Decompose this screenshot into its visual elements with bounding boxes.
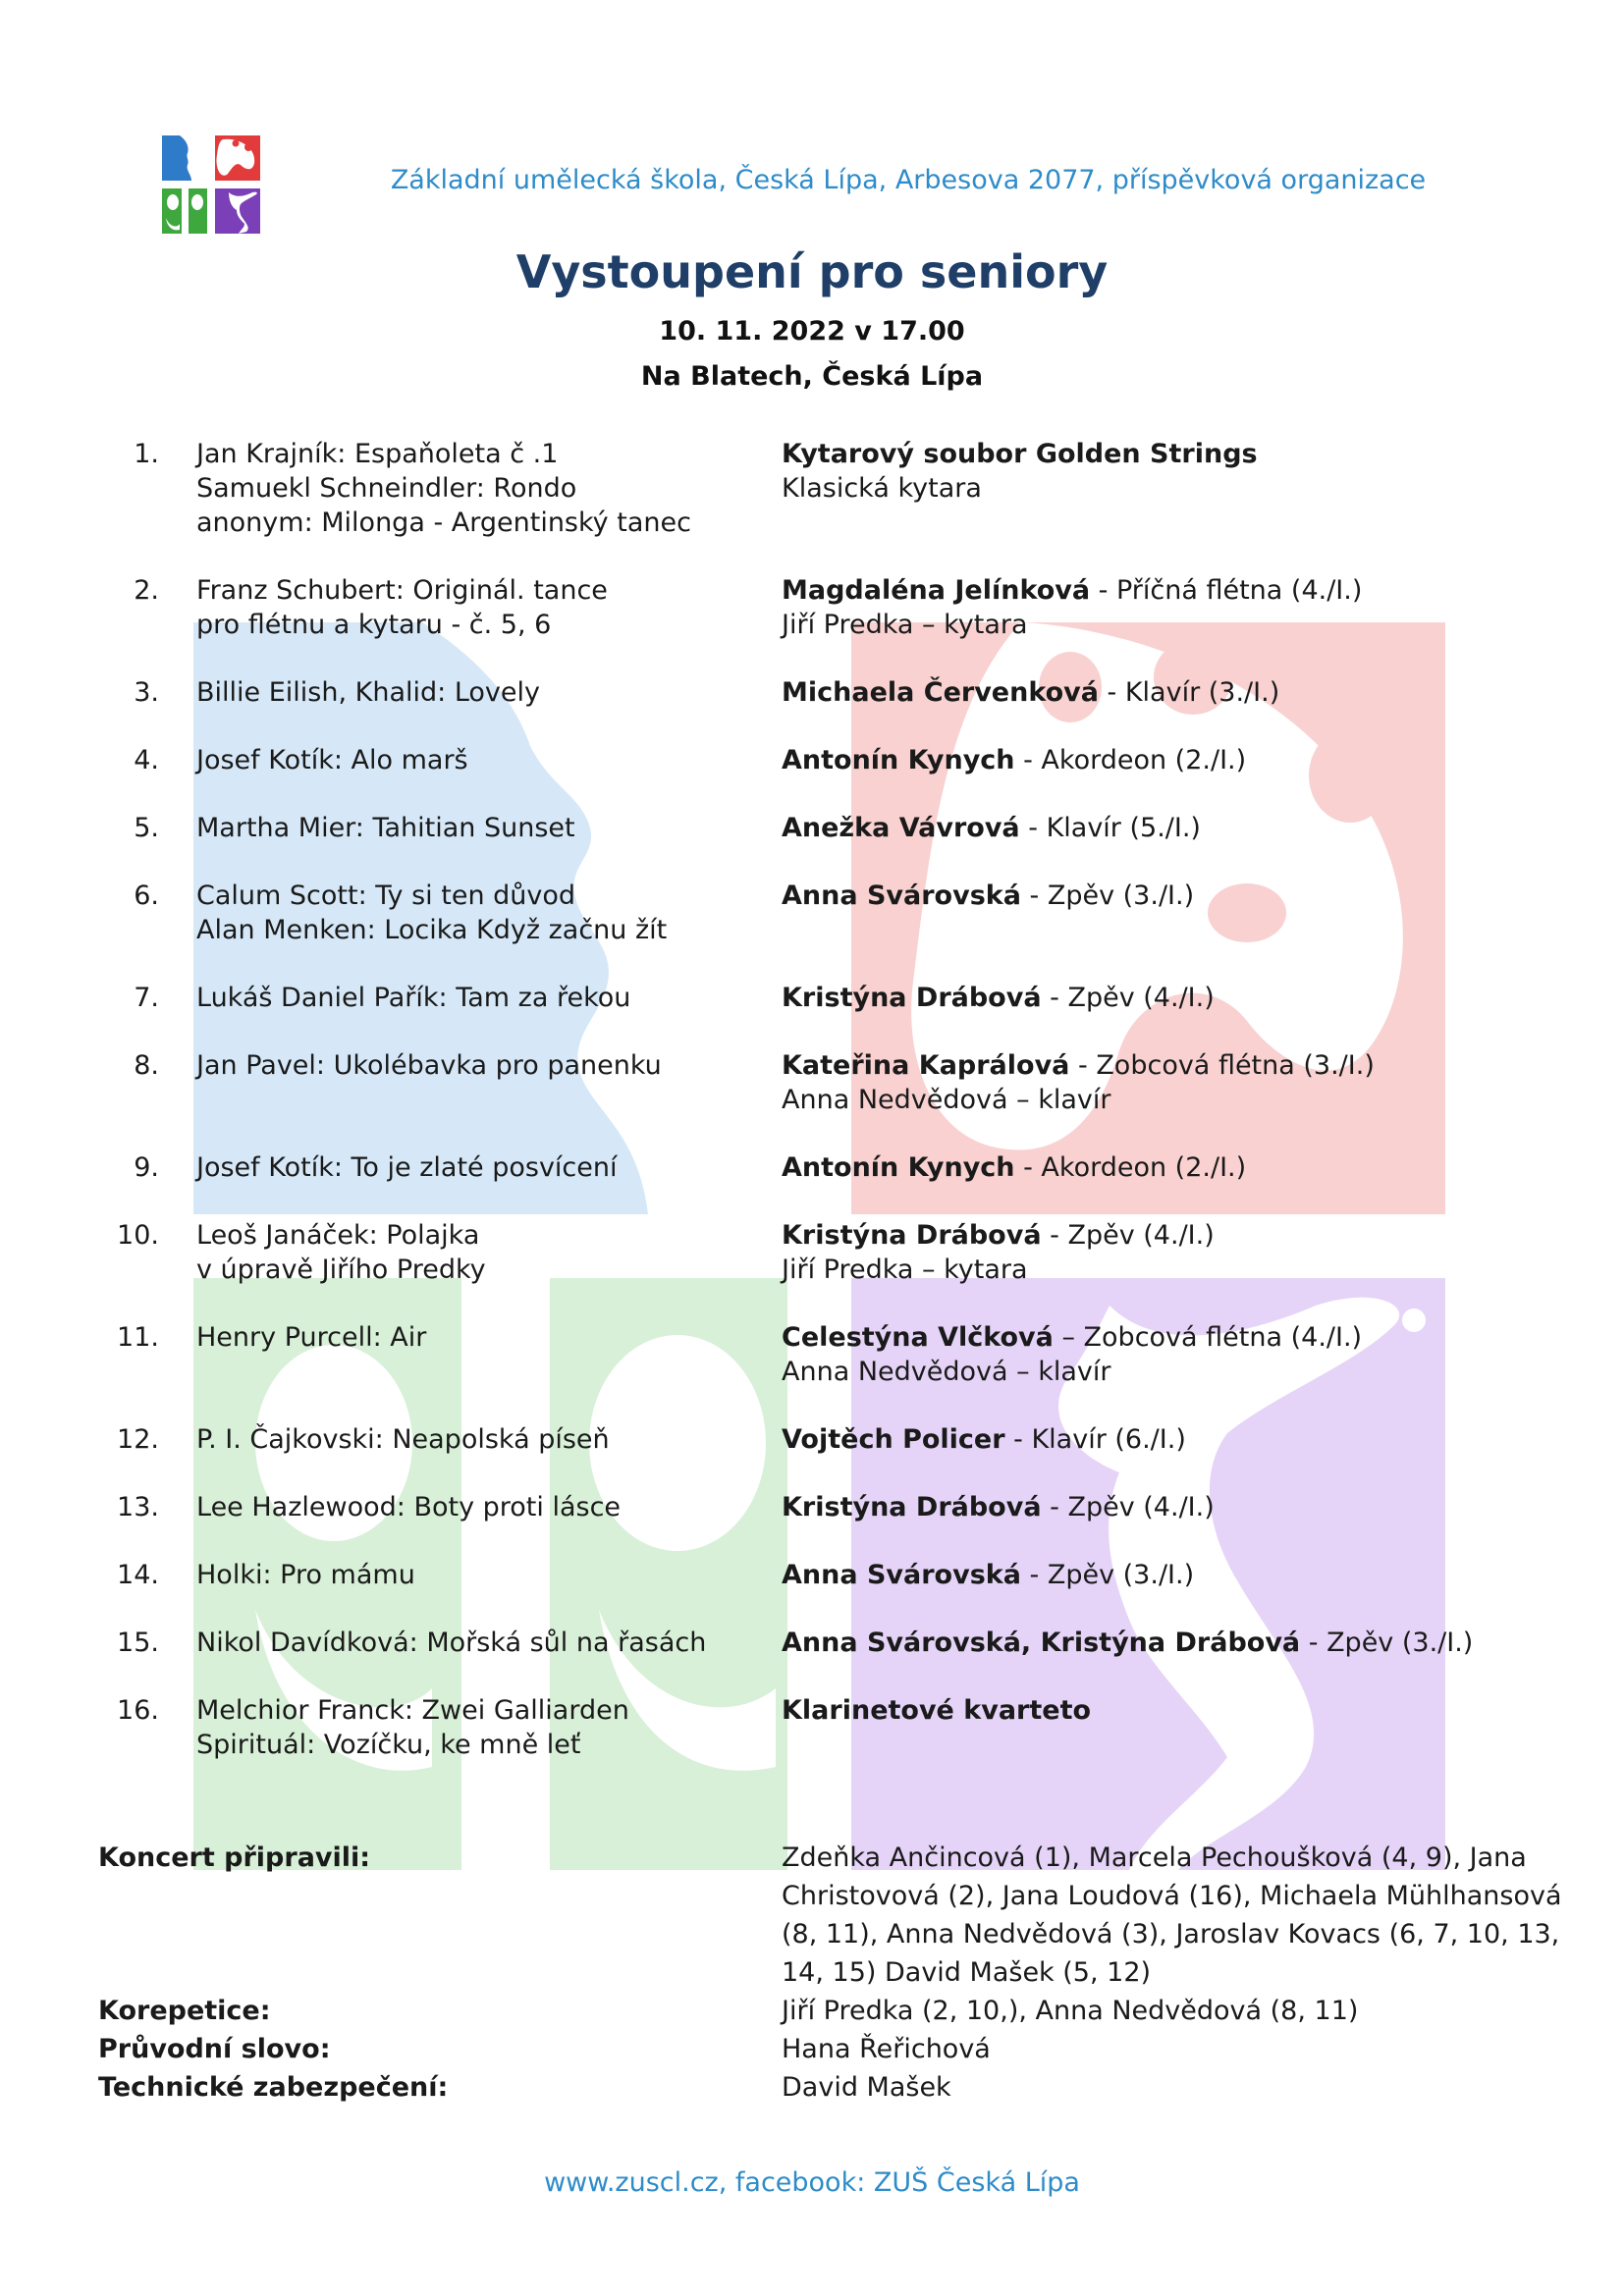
organization-name: Základní umělecká škola, Česká Lípa, Arbesova 2077, příspěvková organizace: [390, 165, 1427, 195]
program-item: [98, 1558, 1492, 1592]
program-item-pieces: [196, 573, 782, 642]
piece-title: Samuekl Schneindler: Rondo: [196, 473, 577, 504]
piece-title: Calum Scott: Ty si ten důvod: [196, 881, 576, 911]
piece-title: Leoš Janáček: Polajka: [196, 1220, 480, 1251]
performer-name: Michaela Červenková: [782, 677, 1099, 708]
credit-value: [782, 2030, 1591, 2068]
program-item: [98, 437, 1492, 540]
program-item-number: 7.: [134, 983, 159, 1013]
performer-line: [782, 675, 1492, 710]
program-item-performers: [782, 981, 1492, 1015]
performer-line: [782, 437, 1492, 471]
performer-line: [782, 471, 1492, 506]
performer-detail: - Zpěv (4./I.): [1041, 983, 1215, 1013]
credit-value: [782, 2068, 1591, 2107]
performer-name: Anna Svárovská: [782, 1560, 1021, 1590]
program-item: [98, 1626, 1492, 1660]
program-item-pieces: [196, 981, 782, 1015]
piece-title: Holki: Pro mámu: [196, 1560, 415, 1590]
performer-detail: - Zpěv (3./I.): [1020, 1560, 1195, 1590]
performer-detail: - Akordeon (2./I.): [1014, 745, 1247, 775]
program-item-pieces: [196, 1490, 782, 1524]
performer-detail: - Zobcová flétna (3./I.): [1069, 1050, 1375, 1081]
program-item-performers: [782, 1422, 1492, 1457]
performer-detail: - Zpěv (4./I.): [1041, 1220, 1215, 1251]
piece-title: pro flétnu a kytaru - č. 5, 6: [196, 610, 552, 640]
program-item-pieces: [196, 1320, 782, 1389]
program-item-pieces: [196, 1218, 782, 1287]
credit-value: [782, 1992, 1591, 2030]
performer-detail: - Akordeon (2./I.): [1014, 1152, 1247, 1183]
credit-value-line: David Mašek: [782, 2072, 951, 2103]
piece-title: Lee Hazlewood: Boty proti lásce: [196, 1492, 622, 1522]
program-item-pieces: [196, 1048, 782, 1117]
program-item-number: 10.: [117, 1220, 159, 1251]
performer-detail: Jiří Predka – kytara: [782, 1255, 1028, 1285]
performer-line: [782, 811, 1492, 845]
program-item-pieces: [196, 811, 782, 845]
program-item-pieces: [196, 879, 782, 947]
program-item-performers: [782, 1490, 1492, 1524]
program-item-performers: [782, 879, 1492, 947]
performer-name: Klarinetové kvarteto: [782, 1695, 1092, 1726]
piece-title: Franz Schubert: Originál. tance: [196, 575, 608, 606]
program-item-pieces: [196, 437, 782, 540]
performer-name: Anna Svárovská, Kristýna Drábová: [782, 1628, 1301, 1658]
credit-row: [98, 2030, 1591, 2068]
program-item: [98, 981, 1492, 1015]
credit-label: Technické zabezpečení:: [98, 2072, 449, 2103]
piece-title: Spirituál: Vozíčku, ke mně leť: [196, 1730, 581, 1760]
credit-row: [98, 1839, 1591, 1992]
program-item-performers: [782, 743, 1492, 777]
performer-line: [782, 1693, 1492, 1728]
piece-title: Jan Krajník: Espaňoleta č .1: [196, 439, 559, 469]
piece-title: Billie Eilish, Khalid: Lovely: [196, 677, 540, 708]
piece-title: Josef Kotík: To je zlaté posvícení: [196, 1152, 618, 1183]
performer-line: [782, 879, 1492, 913]
program-item-number: 8.: [134, 1050, 159, 1081]
performer-line: [782, 1558, 1492, 1592]
program-item: [98, 1490, 1492, 1524]
performer-line: [782, 1218, 1492, 1253]
piece-title: Josef Kotík: Alo marš: [196, 745, 468, 775]
credit-label: Průvodní slovo:: [98, 2034, 331, 2064]
program-item-performers: [782, 1558, 1492, 1592]
program-item-number: 13.: [117, 1492, 159, 1522]
performer-detail: – Zobcová flétna (4./I.): [1053, 1322, 1363, 1353]
performer-line: [782, 1320, 1492, 1355]
program-item-performers: [782, 675, 1492, 710]
credit-value-line: Christovová (2), Jana Loudová (16), Michaela Mühlhansová: [782, 1881, 1562, 1911]
program-item-number: 11.: [117, 1322, 159, 1353]
program-item-pieces: [196, 1693, 782, 1762]
program-item-pieces: [196, 1558, 782, 1592]
performer-name: Kristýna Drábová: [782, 983, 1042, 1013]
performer-name: Vojtěch Policer: [782, 1424, 1005, 1455]
program-item-number: 16.: [117, 1695, 159, 1726]
performer-detail: Klasická kytara: [782, 473, 982, 504]
credit-row: [98, 2068, 1591, 2107]
performer-detail: Anna Nedvědová – klavír: [782, 1357, 1111, 1387]
program-item: [98, 573, 1492, 642]
performer-name: Kateřina Kaprálová: [782, 1050, 1070, 1081]
credit-value-line: 14, 15) David Mašek (5, 12): [782, 1957, 1152, 1988]
performer-line: [782, 1253, 1492, 1287]
credit-value: [782, 1839, 1591, 1992]
program-item: [98, 1320, 1492, 1389]
piece-title: Lukáš Daniel Pařík: Tam za řekou: [196, 983, 631, 1013]
performer-line: [782, 1083, 1492, 1117]
credit-row: [98, 1992, 1591, 2030]
performer-line: [782, 1355, 1492, 1389]
program-item: [98, 1693, 1492, 1762]
program-item: [98, 1150, 1492, 1185]
performer-detail: - Zpěv (3./I.): [1020, 881, 1195, 911]
piece-title: P. I. Čajkovski: Neapolská píseň: [196, 1424, 610, 1455]
performer-line: [782, 573, 1492, 608]
piece-title: Melchior Franck: Zwei Galliarden: [196, 1695, 629, 1726]
school-logo-icon: [162, 135, 260, 234]
program-item-number: 1.: [134, 439, 159, 469]
program-item-pieces: [196, 743, 782, 777]
program-item-performers: [782, 1626, 1492, 1660]
piece-title: Jan Pavel: Ukolébavka pro panenku: [196, 1050, 662, 1081]
piece-title: Martha Mier: Tahitian Sunset: [196, 813, 575, 843]
piece-title: anonym: Milonga - Argentinský tanec: [196, 507, 691, 538]
program-item-performers: [782, 1320, 1492, 1389]
performer-name: Anežka Vávrová: [782, 813, 1020, 843]
program-item-performers: [782, 1693, 1492, 1762]
program-item-performers: [782, 437, 1492, 540]
credit-value-line: Hana Řeřichová: [782, 2034, 991, 2064]
credit-value-line: Zdeňka Ančincová (1), Marcela Pechoušková (4, 9), Jana: [782, 1842, 1527, 1873]
performer-detail: - Klavír (6./I.): [1004, 1424, 1186, 1455]
program-item-number: 2.: [134, 575, 159, 606]
program-item-number: 12.: [117, 1424, 159, 1455]
performer-line: [782, 743, 1492, 777]
performer-name: Antonín Kynych: [782, 745, 1015, 775]
credit-value-line: Jiří Predka (2, 10,), Anna Nedvědová (8, 11): [782, 1996, 1359, 2026]
performer-detail: Jiří Predka – kytara: [782, 610, 1028, 640]
performer-detail: - Klavír (5./I.): [1019, 813, 1201, 843]
program-item-performers: [782, 1048, 1492, 1117]
credits-section: [98, 1839, 1591, 2107]
program-item: [98, 1422, 1492, 1457]
performer-line: [782, 1490, 1492, 1524]
performer-name: Kristýna Drábová: [782, 1220, 1042, 1251]
footer-links: www.zuscl.cz, facebook: ZUŠ Česká Lípa: [544, 2167, 1080, 2198]
program-item: [98, 1218, 1492, 1287]
performer-detail: - Zpěv (4./I.): [1041, 1492, 1215, 1522]
program-item-pieces: [196, 1422, 782, 1457]
program-item-number: 6.: [134, 881, 159, 911]
program-item-number: 4.: [134, 745, 159, 775]
credit-label: Koncert připravili:: [98, 1842, 371, 1873]
program-item: [98, 743, 1492, 777]
performer-line: [782, 1422, 1492, 1457]
program-list: [98, 437, 1492, 1795]
piece-title: Henry Purcell: Air: [196, 1322, 427, 1353]
program-item-performers: [782, 1150, 1492, 1185]
performer-name: Kristýna Drábová: [782, 1492, 1042, 1522]
page-title: Vystoupení pro seniory: [515, 245, 1109, 298]
performer-name: Kytarový soubor Golden Strings: [782, 439, 1258, 469]
performer-name: Magdaléna Jelínková: [782, 575, 1091, 606]
piece-title: Alan Menken: Locika Když začnu žít: [196, 915, 668, 945]
performer-line: [782, 981, 1492, 1015]
piece-title: Nikol Davídková: Mořská sůl na řasách: [196, 1628, 707, 1658]
program-item-performers: [782, 1218, 1492, 1287]
credit-value-line: (8, 11), Anna Nedvědová (3), Jaroslav Kovacs (6, 7, 10, 13,: [782, 1919, 1560, 1949]
program-item-number: 5.: [134, 813, 159, 843]
event-venue: Na Blatech, Česká Lípa: [640, 361, 984, 392]
event-datetime: 10. 11. 2022 v 17.00: [659, 316, 965, 347]
program-item: [98, 675, 1492, 710]
performer-line: [782, 1048, 1492, 1083]
performer-line: [782, 1150, 1492, 1185]
program-item-number: 15.: [117, 1628, 159, 1658]
program-item-number: 14.: [117, 1560, 159, 1590]
performer-detail: - Zpěv (3./I.): [1300, 1628, 1474, 1658]
performer-detail: - Klavír (3./I.): [1098, 677, 1280, 708]
program-item: [98, 879, 1492, 947]
performer-line: [782, 608, 1492, 642]
program-item-performers: [782, 811, 1492, 845]
performer-name: Celestýna Vlčková: [782, 1322, 1054, 1353]
program-item-pieces: [196, 675, 782, 710]
program-item: [98, 811, 1492, 845]
performer-detail: - Příčná flétna (4./I.): [1090, 575, 1363, 606]
program-item-pieces: [196, 1626, 782, 1660]
performer-detail: Anna Nedvědová – klavír: [782, 1085, 1111, 1115]
program-item-number: 3.: [134, 677, 159, 708]
performer-name: Antonín Kynych: [782, 1152, 1015, 1183]
program-item-performers: [782, 573, 1492, 642]
program-item: [98, 1048, 1492, 1117]
program-item-number: 9.: [134, 1152, 159, 1183]
program-item-pieces: [196, 1150, 782, 1185]
credit-label: Korepetice:: [98, 1996, 271, 2026]
performer-line: [782, 1626, 1492, 1660]
piece-title: v úpravě Jiřího Predky: [196, 1255, 486, 1285]
performer-name: Anna Svárovská: [782, 881, 1021, 911]
